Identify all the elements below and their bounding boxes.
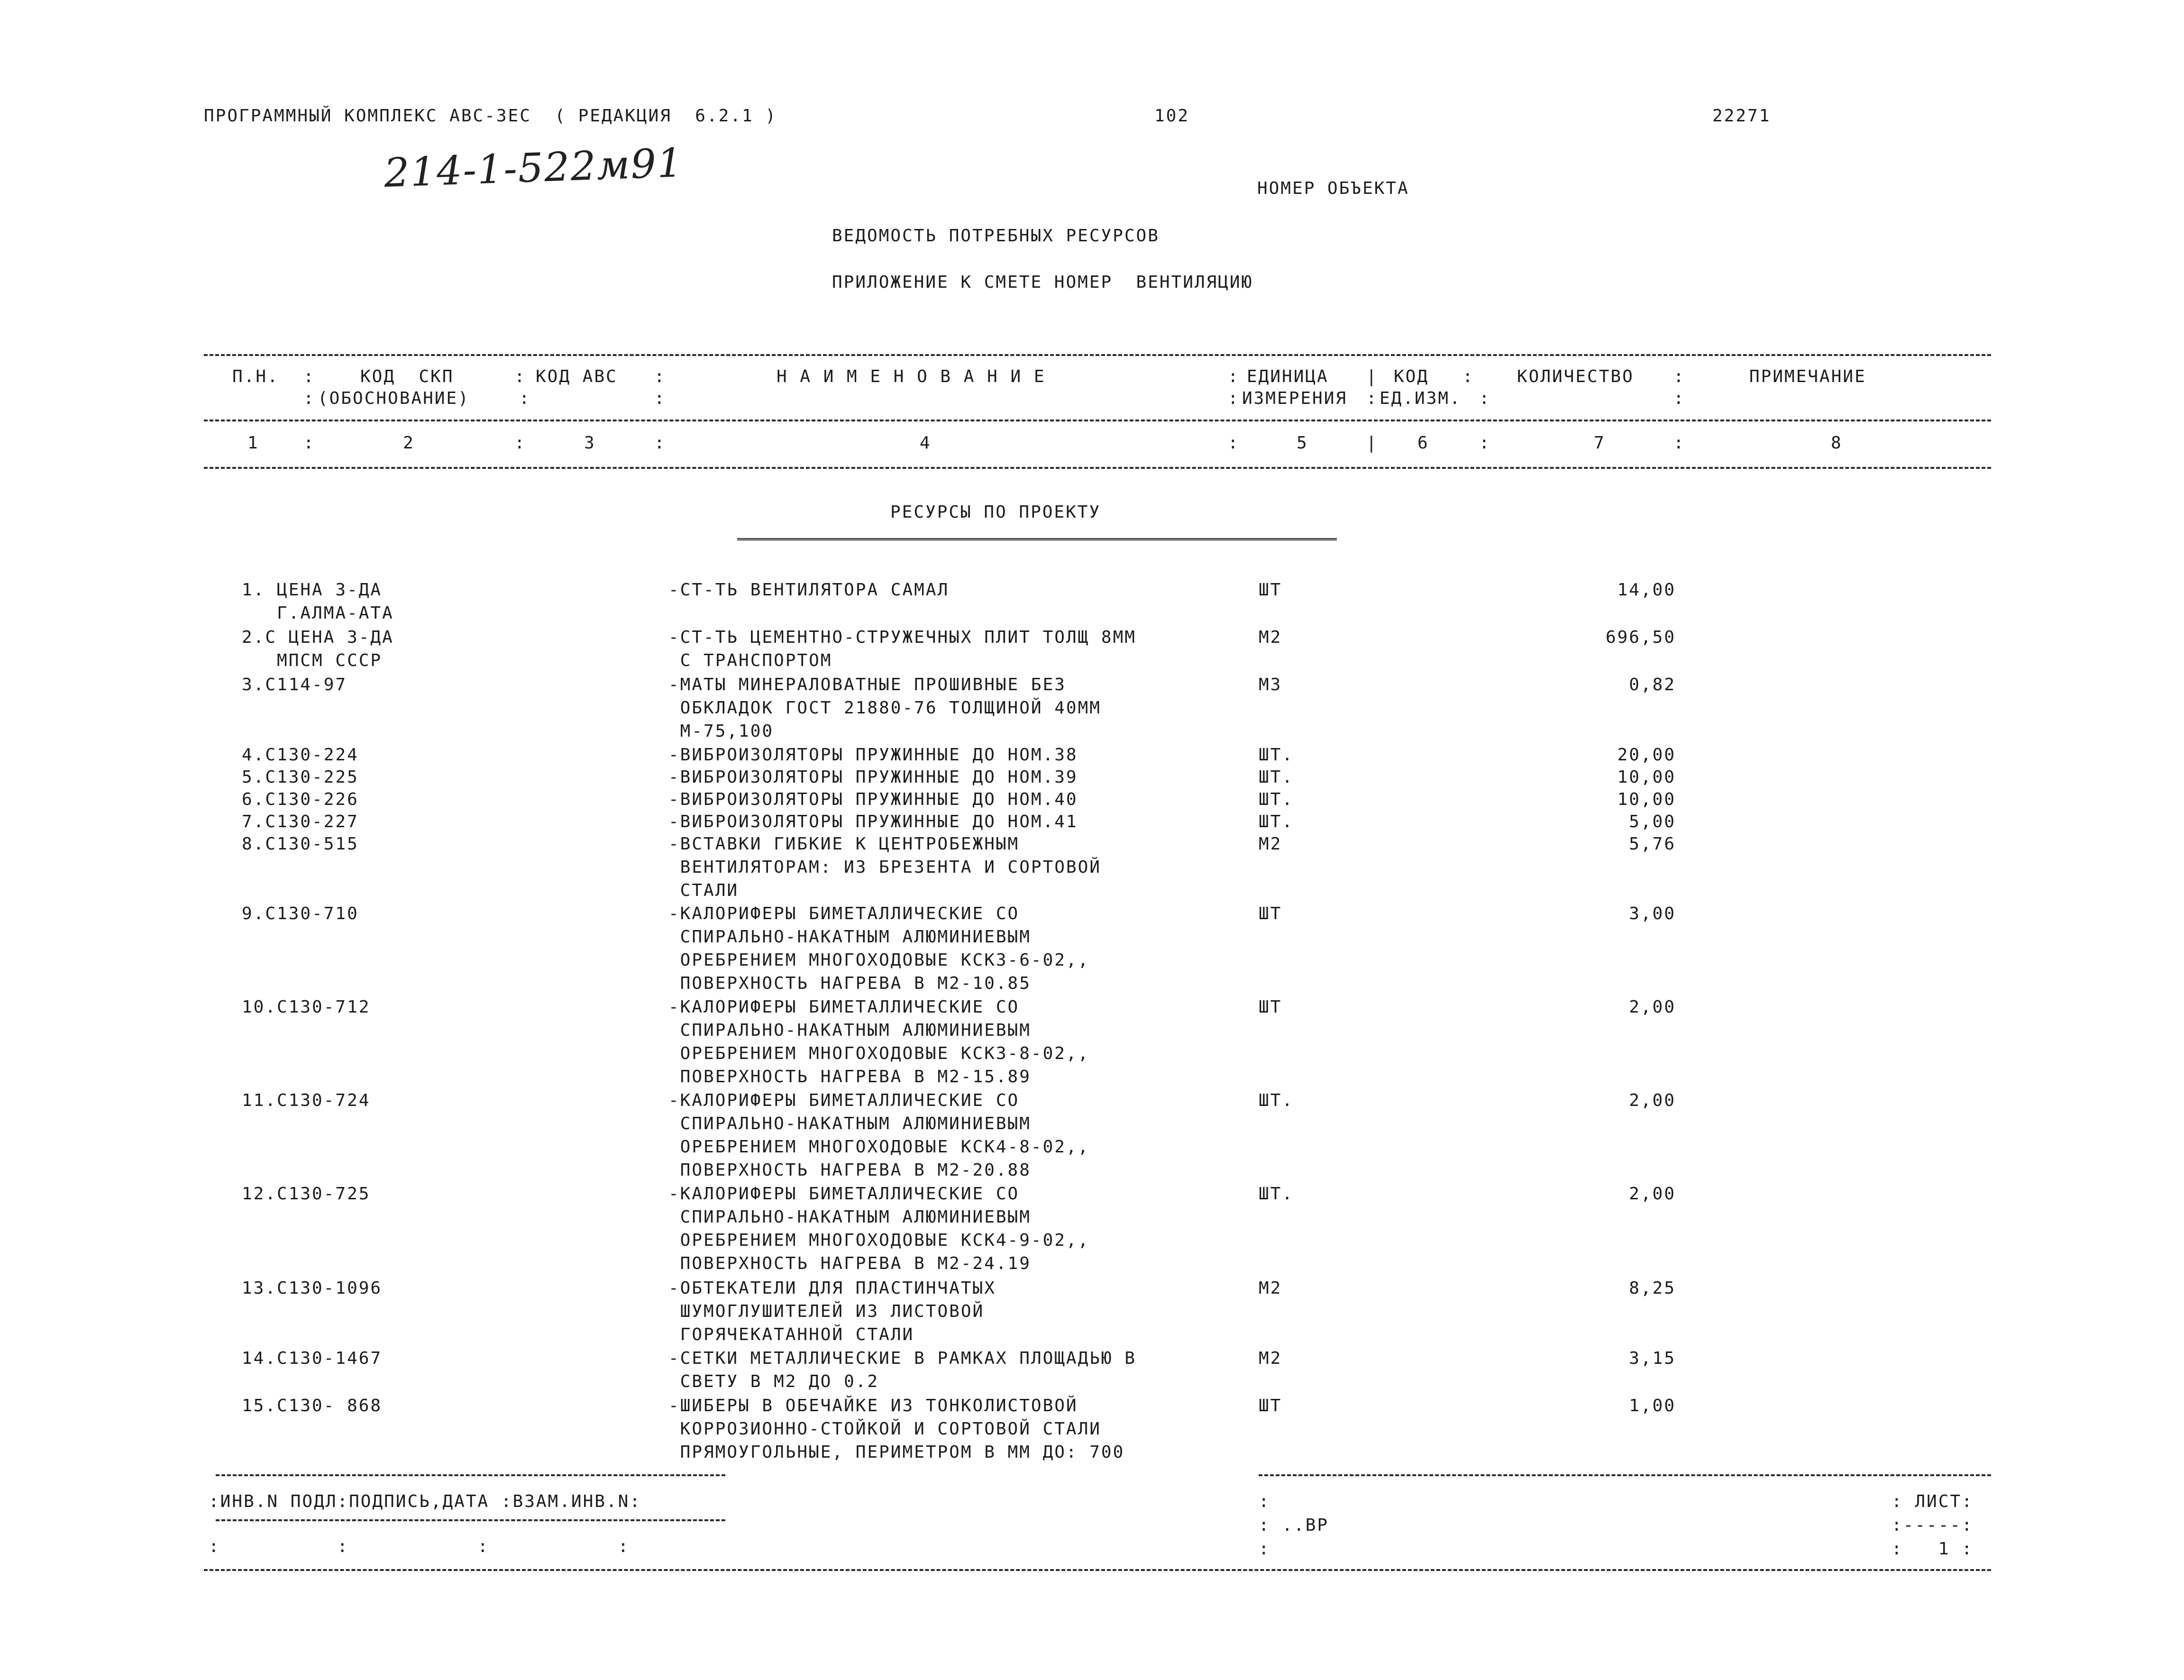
col-header-pn: П.Н.: [232, 367, 279, 386]
stamp-cells: : : : :: [209, 1537, 630, 1556]
sheet-label: : ЛИСТ:: [1892, 1492, 1974, 1511]
row-quantity: 696,50: [1605, 628, 1676, 647]
row-name: ПОВЕРХНОСТЬ НАГРЕВА В М2-24.19: [668, 1254, 1031, 1273]
row-quantity: 3,00: [1629, 904, 1676, 923]
col-header-basis: (ОБОСНОВАНИЕ): [318, 389, 470, 408]
row-code: 15.С130- 868: [242, 1396, 383, 1415]
row-name: СПИРАЛЬНО-НАКАТНЫМ АЛЮМИНИЕВЫМ: [668, 1207, 1031, 1227]
row-name: ОРЕБРЕНИЕМ МНОГОХОДОВЫЕ КСК4-8-02,,: [668, 1137, 1090, 1157]
page-number: 102: [1154, 106, 1190, 126]
row-name: -СЕТКИ МЕТАЛЛИЧЕСКИЕ В РАМКАХ ПЛОЩАДЬЮ В: [668, 1349, 1136, 1368]
col-header-note: ПРИМЕЧАНИЕ: [1749, 367, 1866, 386]
row-name: СПИРАЛЬНО-НАКАТНЫМ АЛЮМИНИЕВЫМ: [668, 927, 1031, 947]
row-name: -КАЛОРИФЕРЫ БИМЕТАЛЛИЧЕСКИЕ СО: [668, 1184, 1020, 1204]
row-code: 1. ЦЕНА 3-ДА: [242, 580, 383, 600]
sheet-number: : 1 :: [1892, 1539, 1974, 1559]
row-name: -ВИБРОИЗОЛЯТОРЫ ПРУЖИННЫЕ ДО НОМ.39: [668, 767, 1078, 787]
row-code: 8.С130-515: [242, 834, 359, 854]
col-header-qty: КОЛИЧЕСТВО: [1517, 367, 1634, 386]
row-code: 9.С130-710: [242, 904, 359, 923]
row-name: СПИРАЛЬНО-НАКАТНЫМ АЛЮМИНИЕВЫМ: [668, 1021, 1031, 1040]
row-name: -СТ-ТЬ ВЕНТИЛЯТОРА САМАЛ: [668, 580, 950, 600]
row-name: ПОВЕРХНОСТЬ НАГРЕВА В М2-15.89: [668, 1067, 1031, 1087]
row-name: ВЕНТИЛЯТОРАМ: ИЗ БРЕЗЕНТА И СОРТОВОЙ: [668, 858, 1101, 877]
row-quantity: 20,00: [1617, 745, 1676, 765]
row-name: -ВИБРОИЗОЛЯТОРЫ ПРУЖИННЫЕ ДО НОМ.40: [668, 790, 1078, 809]
row-name: -МАТЫ МИНЕРАЛОВАТНЫЕ ПРОШИВНЫЕ БЕЗ: [668, 675, 1066, 694]
row-code: 10.С130-712: [242, 997, 371, 1017]
row-unit: ШТ.: [1259, 812, 1294, 831]
row-quantity: 5,76: [1629, 834, 1676, 854]
row-quantity: 2,00: [1629, 1184, 1676, 1204]
row-code: 2.С ЦЕНА 3-ДА: [242, 628, 394, 647]
row-name: СВЕТУ В М2 ДО 0.2: [668, 1372, 879, 1391]
row-name: ГОРЯЧЕКАТАННОЙ СТАЛИ: [668, 1325, 914, 1344]
row-code: 13.С130-1096: [242, 1278, 383, 1298]
row-name: -ОБТЕКАТЕЛИ ДЛЯ ПЛАСТИНЧАТЫХ: [668, 1278, 996, 1298]
row-quantity: 2,00: [1629, 997, 1676, 1017]
row-name: СТАЛИ: [668, 881, 739, 900]
table-top-rule: [204, 354, 1991, 356]
col-header-abc: КОД АВС: [536, 367, 618, 386]
col-header-unit-code-2: ЕД.ИЗМ.: [1380, 389, 1462, 408]
row-unit: М2: [1259, 834, 1282, 854]
row-quantity: 10,00: [1617, 767, 1676, 787]
object-number-label: НОМЕР ОБЪЕКТА: [1257, 179, 1409, 198]
row-name: ОРЕБРЕНИЕМ МНОГОХОДОВЫЕ КСК3-6-02,,: [668, 950, 1090, 970]
col-header-skp: КОД СКП: [360, 367, 454, 386]
page-title: ВЕДОМОСТЬ ПОТРЕБНЫХ РЕСУРСОВ: [832, 226, 1160, 246]
row-code: 3.С114-97: [242, 675, 347, 694]
row-unit: М2: [1259, 628, 1282, 647]
row-quantity: 5,00: [1629, 812, 1676, 831]
row-quantity: 1,00: [1629, 1396, 1676, 1415]
row-unit: ШТ.: [1259, 1091, 1294, 1110]
row-name: -КАЛОРИФЕРЫ БИМЕТАЛЛИЧЕСКИЕ СО: [668, 997, 1020, 1017]
page-subtitle: ПРИЛОЖЕНИЕ К СМЕТЕ НОМЕР ВЕНТИЛЯЦИЮ: [832, 273, 1253, 292]
row-quantity: 8,25: [1629, 1278, 1676, 1298]
table-header-rule: [204, 420, 1991, 421]
row-quantity: 10,00: [1617, 790, 1676, 809]
stamp-mid-rule: [216, 1519, 725, 1521]
section-title-underline: [737, 538, 1337, 540]
footer-sheet-code: : ..ВР: [1259, 1516, 1329, 1535]
row-name: -ВСТАВКИ ГИБКИЕ К ЦЕНТРОБЕЖНЫМ: [668, 834, 1020, 854]
table-numbers-rule: [204, 467, 1991, 469]
row-name: -ШИБЕРЫ В ОБЕЧАЙКЕ ИЗ ТОНКОЛИСТОВОЙ: [668, 1396, 1078, 1415]
footer-bottom-rule: [204, 1569, 1991, 1571]
row-quantity: 0,82: [1629, 675, 1676, 694]
col-header-unit-2: ИЗМЕРЕНИЯ: [1242, 389, 1348, 408]
row-name: ОРЕБРЕНИЕМ МНОГОХОДОВЫЕ КСК4-9-02,,: [668, 1231, 1090, 1250]
row-name: ОРЕБРЕНИЕМ МНОГОХОДОВЫЕ КСК3-8-02,,: [668, 1044, 1090, 1063]
stamp-header: :ИНВ.N ПОДЛ:ПОДПИСЬ,ДАТА :ВЗАМ.ИНВ.N:: [209, 1492, 641, 1511]
row-name: ПРЯМОУГОЛЬНЫЕ, ПЕРИМЕТРОМ В ММ ДО: 700: [668, 1443, 1125, 1462]
footer-right-top-rule: [1259, 1474, 1991, 1476]
row-unit: ШТ: [1259, 580, 1282, 600]
row-code: 11.С130-724: [242, 1091, 371, 1110]
row-name: ПОВЕРХНОСТЬ НАГРЕВА В М2-10.85: [668, 974, 1031, 993]
program-name: ПРОГРАММНЫЙ КОМПЛЕКС АВС-3ЕС ( РЕДАКЦИЯ 6.2.1 ): [204, 106, 777, 126]
row-name: ШУМОГЛУШИТЕЛЕЙ ИЗ ЛИСТОВОЙ: [668, 1302, 985, 1321]
row-name: С ТРАНСПОРТОМ: [668, 651, 832, 670]
col-header-name: Н А И М Е Н О В А Н И Е: [777, 367, 1046, 386]
row-name: -ВИБРОИЗОЛЯТОРЫ ПРУЖИННЫЕ ДО НОМ.41: [668, 812, 1078, 831]
row-name: -ВИБРОИЗОЛЯТОРЫ ПРУЖИННЫЕ ДО НОМ.38: [668, 745, 1078, 765]
row-quantity: 14,00: [1617, 580, 1676, 600]
row-name: ОБКЛАДОК ГОСТ 21880-76 ТОЛЩИНОЙ 40ММ: [668, 698, 1101, 718]
row-code: 6.С130-226: [242, 790, 359, 809]
row-name: КОРРОЗИОННО-СТОЙКОЙ И СОРТОВОЙ СТАЛИ: [668, 1419, 1101, 1439]
row-unit: М2: [1259, 1349, 1282, 1368]
row-code: 14.С130-1467: [242, 1349, 383, 1368]
row-name: -КАЛОРИФЕРЫ БИМЕТАЛЛИЧЕСКИЕ СО: [668, 904, 1020, 923]
row-unit: ШТ.: [1259, 745, 1294, 765]
row-quantity: 2,00: [1629, 1091, 1676, 1110]
section-title: РЕСУРСЫ ПО ПРОЕКТУ: [890, 502, 1101, 522]
row-name: -КАЛОРИФЕРЫ БИМЕТАЛЛИЧЕСКИЕ СО: [668, 1091, 1020, 1110]
row-code: 12.С130-725: [242, 1184, 371, 1204]
row-name: М-75,100: [668, 721, 774, 741]
row-code: Г.АЛМА-АТА: [242, 603, 394, 623]
row-quantity: 3,15: [1629, 1349, 1676, 1368]
row-name: -СТ-ТЬ ЦЕМЕНТНО-СТРУЖЕЧНЫХ ПЛИТ ТОЛЩ 8ММ: [668, 628, 1136, 647]
stamp-top-rule: [216, 1474, 725, 1476]
row-unit: ШТ: [1259, 1396, 1282, 1415]
row-name: СПИРАЛЬНО-НАКАТНЫМ АЛЮМИНИЕВЫМ: [668, 1114, 1031, 1133]
doc-code: 22271: [1712, 106, 1771, 126]
row-unit: М2: [1259, 1278, 1282, 1298]
row-unit: ШТ: [1259, 904, 1282, 923]
row-code: 4.С130-224: [242, 745, 359, 765]
col-header-unit-code: КОД: [1394, 367, 1429, 386]
row-unit: ШТ: [1259, 997, 1282, 1017]
row-unit: ШТ.: [1259, 767, 1294, 787]
row-name: ПОВЕРХНОСТЬ НАГРЕВА В М2-20.88: [668, 1160, 1031, 1180]
row-unit: ШТ.: [1259, 1184, 1294, 1204]
col-header-unit: ЕДИНИЦА: [1247, 367, 1329, 386]
handwritten-project-code: 214-1-522м91: [383, 139, 684, 196]
row-unit: М3: [1259, 675, 1282, 694]
row-code: 5.С130-225: [242, 767, 359, 787]
row-code: МПСМ СССР: [242, 651, 383, 670]
row-unit: ШТ.: [1259, 790, 1294, 809]
row-code: 7.С130-227: [242, 812, 359, 831]
